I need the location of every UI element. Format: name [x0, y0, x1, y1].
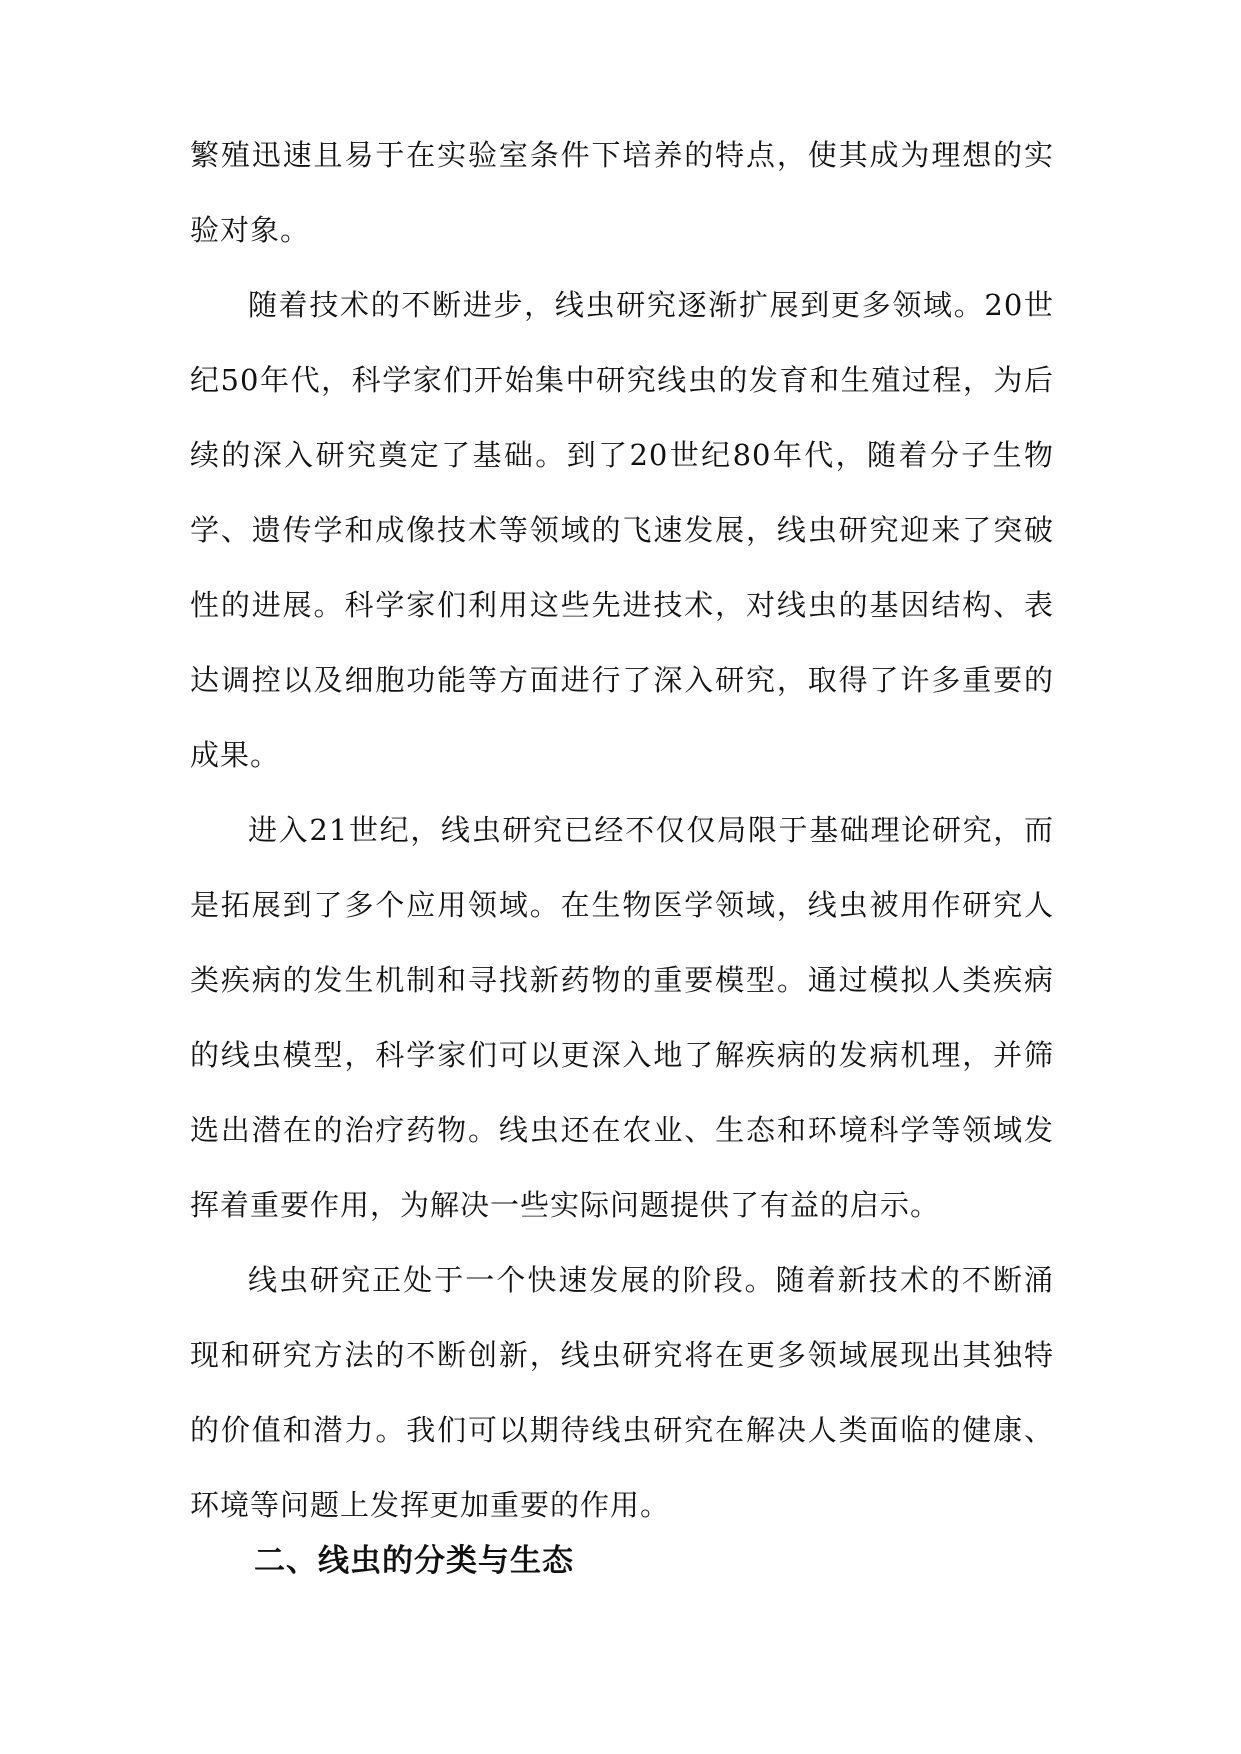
paragraph-continued: 繁殖迅速且易于在实验室条件下培养的特点，使其成为理想的实验对象。 [190, 138, 1054, 247]
paragraph-applications: 进入21世纪，线虫研究已经不仅仅局限于基础理论研究，而是拓展到了多个应用领域。在生物医学领域，线虫被用作研究人类疾病的发生机制和寻找新药物的重要模型。通过模拟人类疾病的线虫模型，科学家们可以更深入地了解疾病的发病机理，并筛选出潜在的治疗药物。线虫还在农业、生态和环境科学等领域发挥着重要作用，为解决一些实际问题提供了有益的启示。 [190, 813, 1054, 1222]
paragraph-research-history: 随着技术的不断进步，线虫研究逐渐扩展到更多领域。20世纪50年代，科学家们开始集中研究线虫的发育和生殖过程，为后续的深入研究奠定了基础。到了20世纪80年代，随着分子生物学、遗传学和成像技术等领域的飞速发展，线虫研究迎来了突破性的进展。科学家们利用这些先进技术，对线虫的基因结构、表达调控以及细胞功能等方面进行了深入研究，取得了许多重要的成果。 [190, 288, 1054, 772]
section-heading: 二、线虫的分类与生态 [254, 1543, 574, 1579]
body-text [190, 118, 1054, 1543]
paragraph-outlook: 线虫研究正处于一个快速发展的阶段。随着新技术的不断涌现和研究方法的不断创新，线虫研究将在更多领域展现出其独特的价值和潜力。我们可以期待线虫研究在解决人类面临的健康、环境等问题上发挥更加重要的作用。 [190, 1263, 1054, 1522]
